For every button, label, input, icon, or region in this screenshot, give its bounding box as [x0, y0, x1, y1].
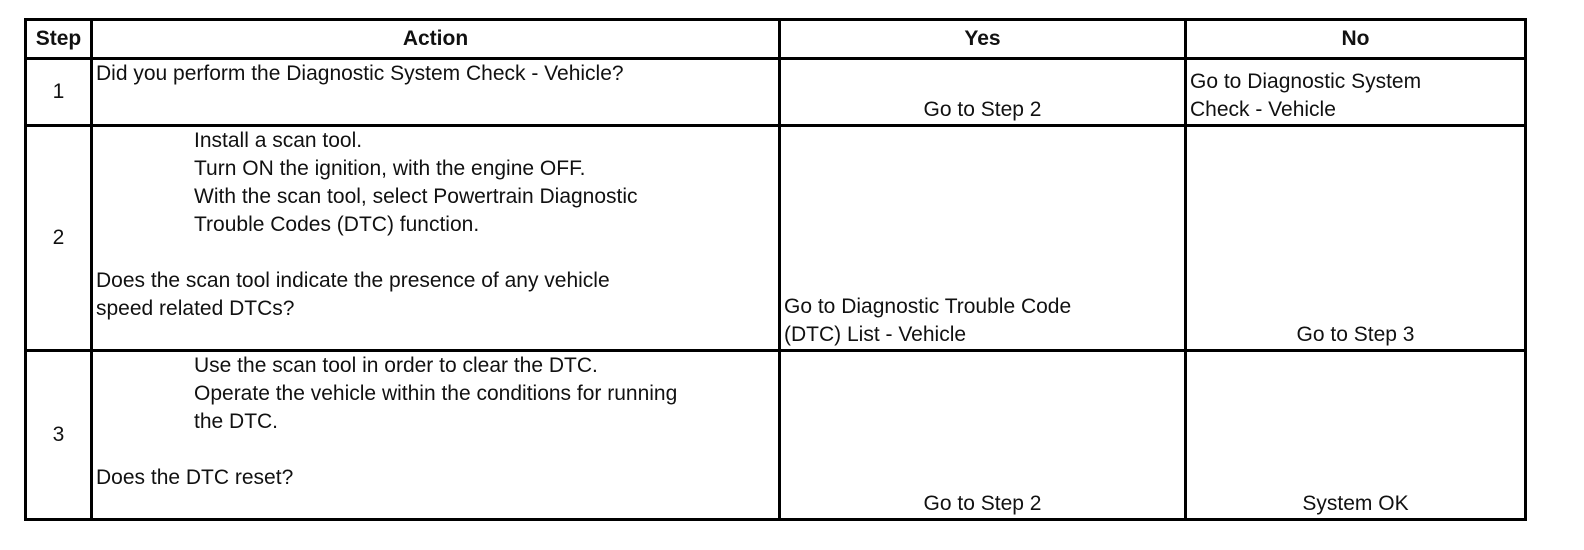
no-cell [1186, 351, 1526, 520]
yes-cell [780, 59, 1186, 126]
table-row [26, 59, 1526, 126]
yes-result-line2: (DTC) List - Vehicle [784, 323, 967, 346]
diagnostic-table [24, 18, 1527, 521]
step-number: 1 [26, 59, 92, 126]
action-instruction: Operate the vehicle within the conditions for running [194, 382, 678, 405]
action-instruction: the DTC. [194, 410, 279, 433]
no-result-line1: Go to Diagnostic System [1190, 70, 1422, 93]
action-question: Does the scan tool indicate the presence of any vehicle [96, 269, 610, 292]
yes-result: Go to Step 2 [923, 98, 1042, 121]
header-row [26, 20, 1526, 59]
no-cell [1186, 59, 1526, 126]
action-cell [92, 59, 780, 126]
action-cell [92, 126, 780, 351]
no-result: Go to Step 3 [1296, 323, 1415, 346]
header-yes: Yes [780, 20, 1186, 59]
table-row [26, 126, 1526, 351]
header-action: Action [92, 20, 780, 59]
action-instruction: Turn ON the ignition, with the engine OFF. [194, 157, 586, 180]
table-row [26, 351, 1526, 520]
step-number: 2 [26, 126, 92, 351]
header-step: Step [26, 20, 92, 59]
header-no: No [1186, 20, 1526, 59]
yes-cell [780, 126, 1186, 351]
action-instruction: With the scan tool, select Powertrain Diagnostic [194, 185, 638, 208]
action-instruction: Install a scan tool. [194, 129, 363, 152]
action-instruction: Use the scan tool in order to clear the DTC. [194, 354, 598, 377]
yes-result-line1: Go to Diagnostic Trouble Code [784, 295, 1072, 318]
action-cell [92, 351, 780, 520]
action-instruction: Trouble Codes (DTC) function. [194, 213, 480, 236]
action-question: Does the DTC reset? [96, 466, 294, 489]
step-number: 3 [26, 351, 92, 520]
action-question: Did you perform the Diagnostic System Check - Vehicle? [96, 62, 624, 85]
no-result: System OK [1302, 492, 1409, 515]
no-cell [1186, 126, 1526, 351]
yes-cell [780, 351, 1186, 520]
action-question: speed related DTCs? [96, 297, 295, 320]
no-result-line2: Check - Vehicle [1190, 98, 1336, 121]
yes-result: Go to Step 2 [923, 492, 1042, 515]
